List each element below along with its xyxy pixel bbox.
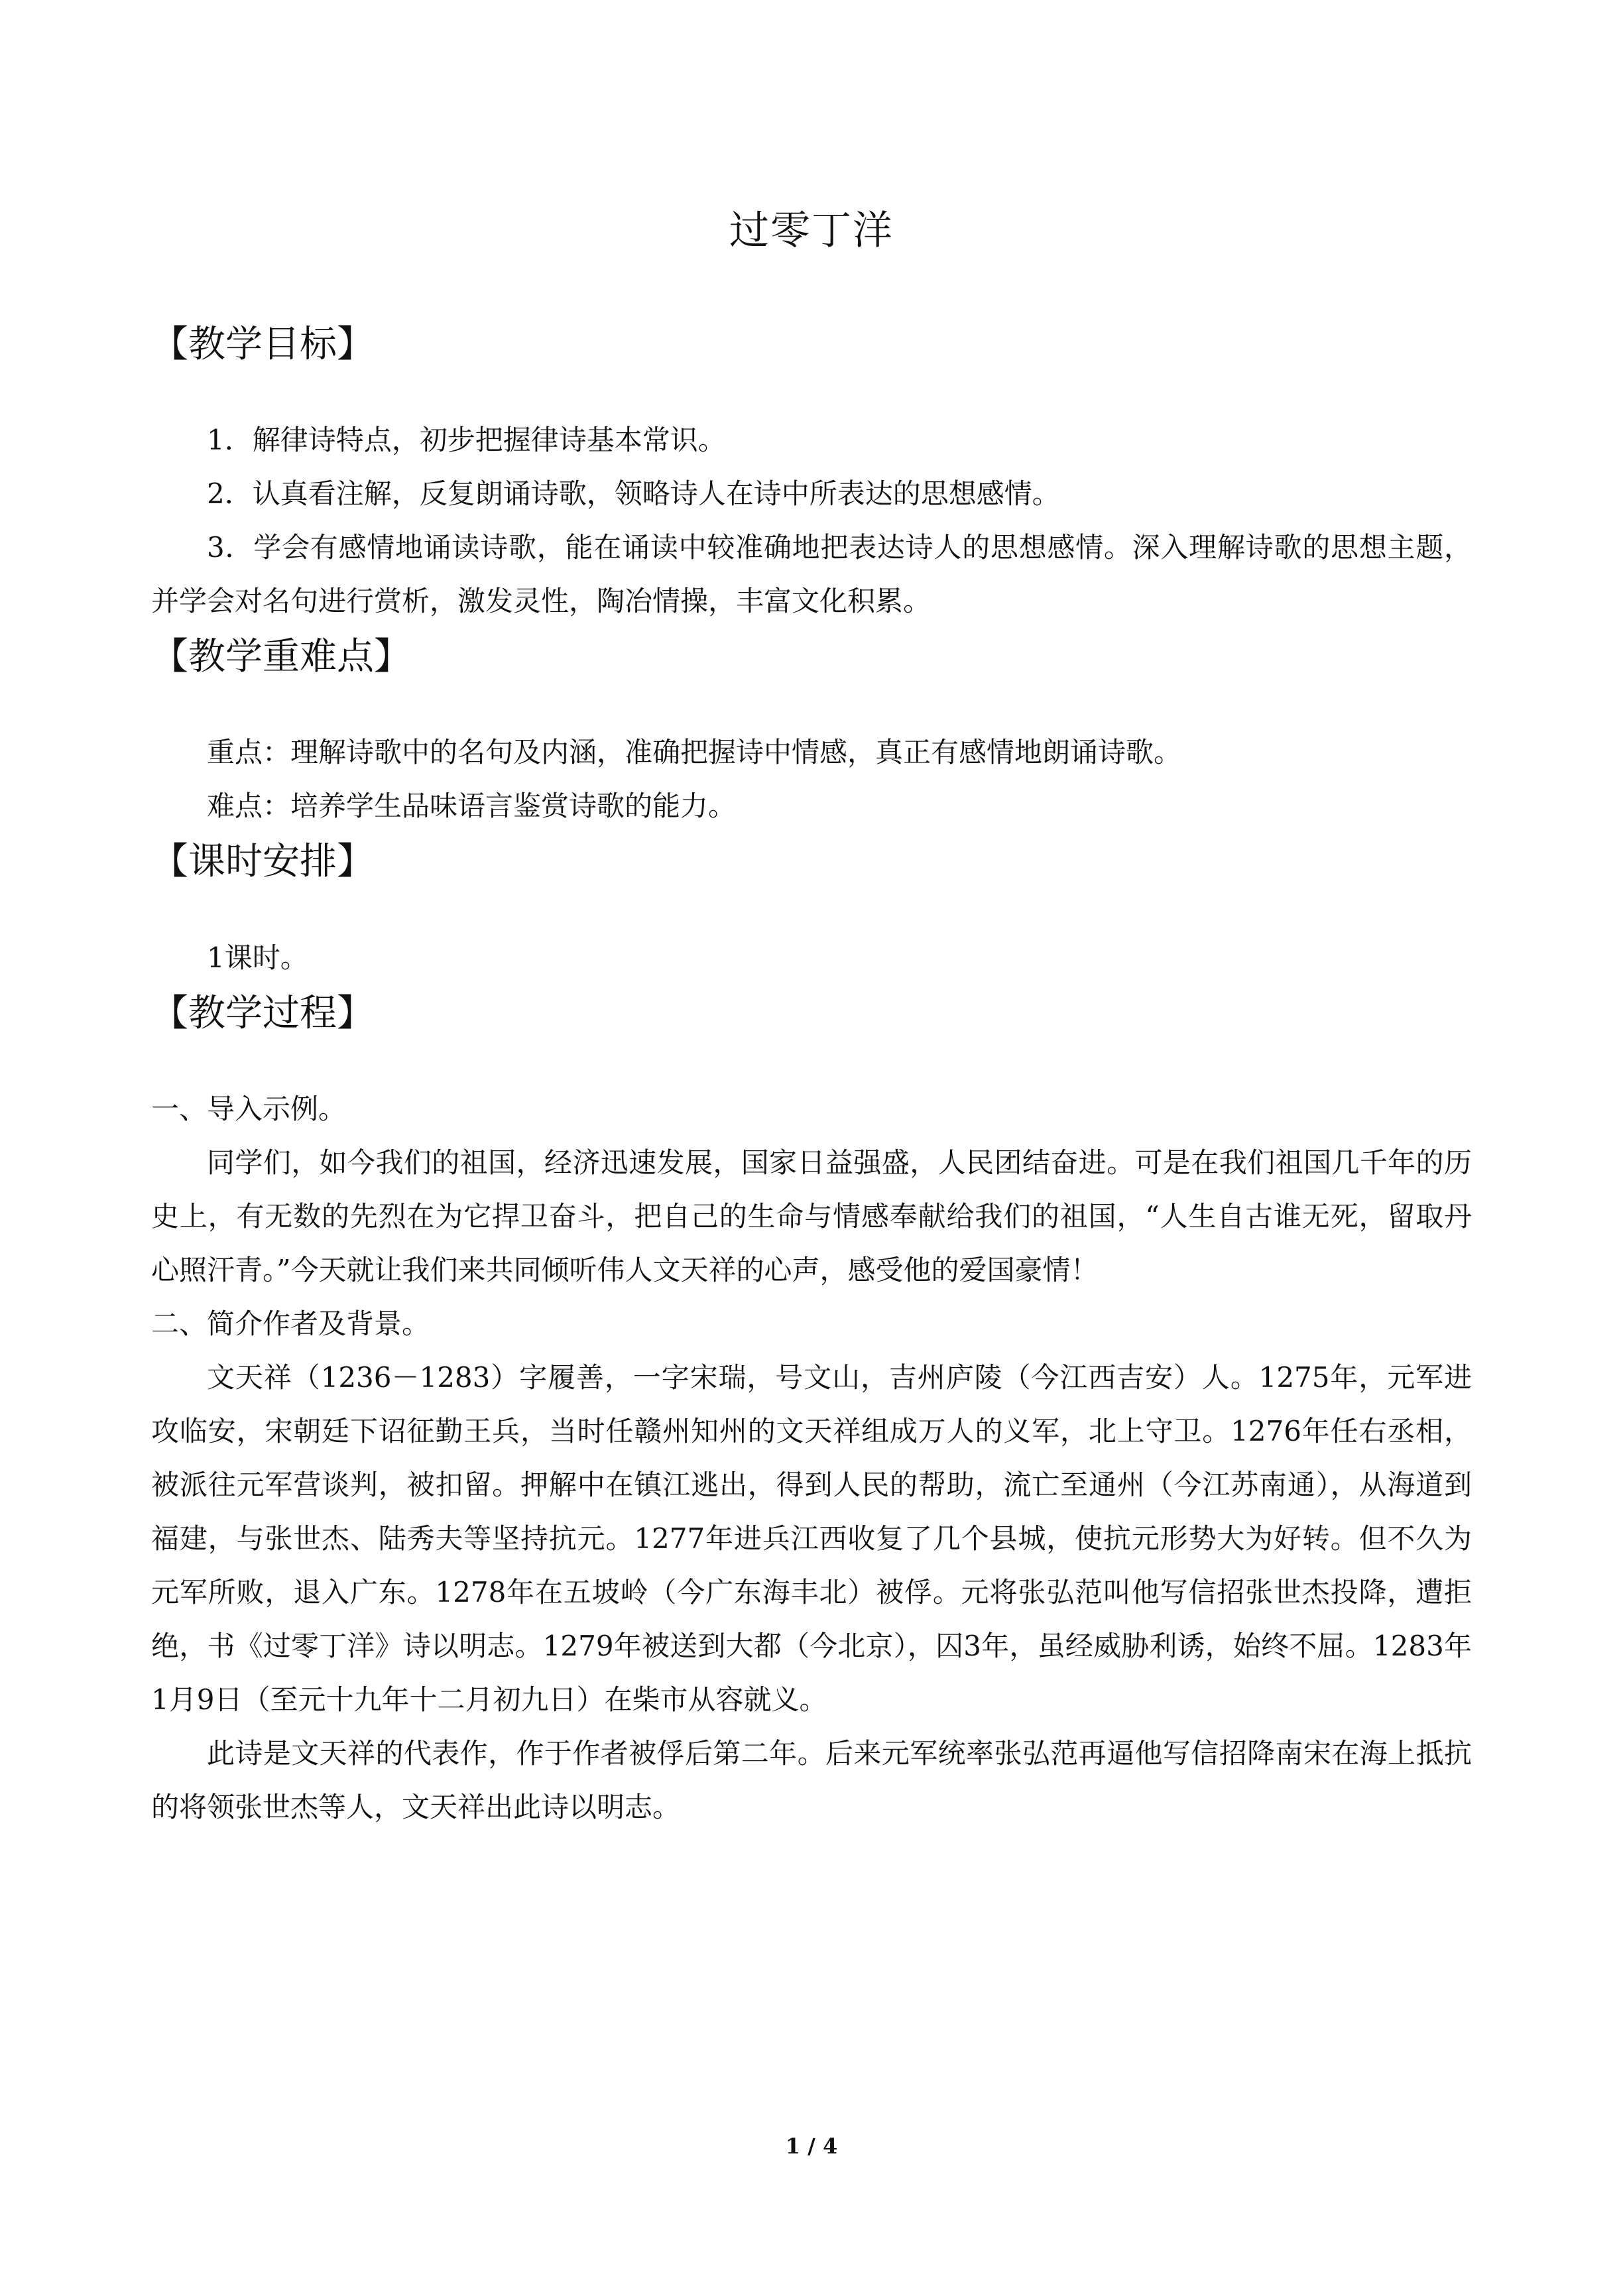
process-step-2-title: 二、简介作者及背景。	[151, 1307, 430, 1340]
keypoint-difficulty: 难点：培养学生品味语言鉴赏诗歌的能力。	[207, 790, 737, 823]
process-step-1-title: 一、导入示例。	[151, 1092, 347, 1125]
process-step-2-text-1: 文天祥（1236－1283）字履善，一字宋瑞，号文山，吉州庐陵（今江西吉安）人。1275年，元军进攻临安，宋朝廷下诏征勤王兵，当时任赣州知州的文天祥组成万人的义军，北上守卫。1276年任右丞相，被派往元军营谈判，被扣留。押解中在镇江逃出，得到人民的帮助，流亡至通州（今江苏南通），从海道到福建，与张世杰、陆秀夫等坚持抗元。1277年进兵江西收复了几个县城，使抗元形势大为好转。但不久为元军所败，退入广东。1278年在五坡岭（今广东海丰北）被俘。元将张弘范叫他写信招张世杰投降，遭拒绝，书《过零丁洋》诗以明志。1279年被送到大都（今北京），囚3年，虽经威胁利诱，始终不屈。1283年1月9日（至元十九年十二月初九日）在柴市从容就义。	[151, 1360, 1472, 1716]
objective-item-1: 1．解律诗特点，初步把握律诗基本常识。	[207, 424, 726, 457]
objective-item-2: 2．认真看注解，反复朗诵诗歌，领略诗人在诗中所表达的思想感情。	[207, 477, 1060, 511]
keypoint-focus: 重点：理解诗歌中的名句及内涵，准确把握诗中情感，真正有感情地朗诵诗歌。	[207, 736, 1182, 769]
schedule-text: 1课时。	[207, 941, 308, 974]
section-heading-process: 【教学过程】	[151, 991, 374, 1035]
section-process	[151, 991, 1472, 1834]
section-keypoints	[151, 634, 1472, 833]
section-schedule	[151, 839, 1472, 984]
section-heading-objectives: 【教学目标】	[151, 323, 374, 366]
section-objectives	[151, 322, 1472, 628]
process-step-1-text: 同学们，如今我们的祖国，经济迅速发展，国家日益强盛，人民团结奋进。可是在我们祖国几千年的历史上，有无数的先烈在为它捍卫奋斗，把自己的生命与情感奉献给我们的祖国，“人生自古谁无死，留取丹心照汗青。”今天就让我们来共同倾听伟人文天祥的心声，感受他的爱国豪情！	[151, 1146, 1472, 1286]
section-heading-keypoints: 【教学重难点】	[151, 635, 411, 679]
document-title: 过零丁洋	[729, 208, 894, 254]
process-step-2-text-2: 此诗是文天祥的代表作，作于作者被俘后第二年。后来元军统率张弘范再逼他写信招降南宋在海上抵抗的将领张世杰等人，文天祥出此诗以明志。	[151, 1736, 1472, 1823]
objective-item-3: 3．学会有感情地诵读诗歌，能在诵读中较准确地把表达诗人的思想感情。深入理解诗歌的思想主题，并学会对名句进行赏析，激发灵性，陶冶情操，丰富文化积累。	[151, 531, 1472, 618]
section-heading-schedule: 【课时安排】	[151, 840, 374, 884]
page-number: 1 / 4	[785, 2134, 838, 2159]
